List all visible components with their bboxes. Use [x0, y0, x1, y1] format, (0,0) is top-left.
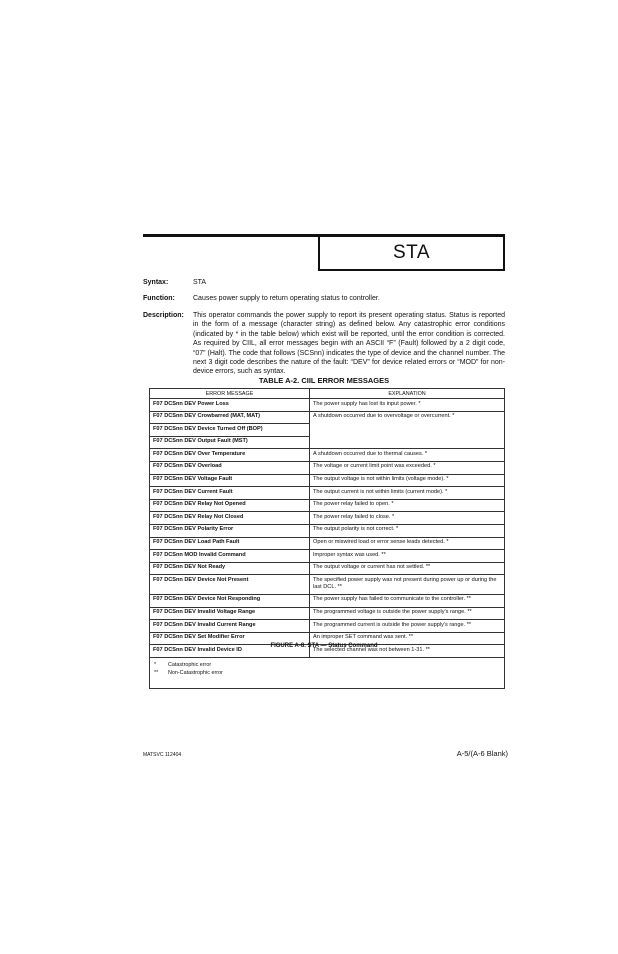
- table-caption: TABLE A-2. CIIL ERROR MESSAGES: [258, 376, 390, 385]
- explanation-cell: Improper syntax was used. **: [310, 550, 505, 563]
- error-message-cell: F07 DCSnn DEV Polarity Error: [150, 524, 310, 537]
- description-label: Description:: [143, 312, 184, 319]
- error-message-cell: F07 DCSnn DEV Current Fault: [150, 487, 310, 500]
- syntax-label: Syntax:: [143, 279, 169, 286]
- note-non-catastrophic: [154, 669, 500, 677]
- explanation-cell: The output voltage or current has not settled. **: [310, 562, 505, 575]
- error-message-cell: F07 DCSnn DEV Device Not Present: [150, 575, 310, 595]
- column-header-error-message: ERROR MESSAGE: [150, 389, 310, 399]
- table-row: [150, 550, 505, 563]
- explanation-cell: The output voltage is not within limits (voltage mode). *: [310, 474, 505, 487]
- table-row: [150, 461, 505, 474]
- function-value: Causes power supply to return operating status to controller.: [193, 295, 380, 302]
- table-row: [150, 449, 505, 462]
- explanation-cell: The power relay failed to close. *: [310, 512, 505, 525]
- explanation-cell: The voltage or current limit point was exceeded. *: [310, 461, 505, 474]
- error-message-cell: F07 DCSnn MOD Invalid Command: [150, 550, 310, 563]
- explanation-cell: An improper SET command was sent. **: [310, 632, 505, 645]
- table-row: [150, 512, 505, 525]
- error-message-cell: F07 DCSnn DEV Relay Not Opened: [150, 499, 310, 512]
- command-title-box: [318, 236, 505, 271]
- error-message-cell: F07 DCSnn DEV Output Fault (MST): [150, 436, 310, 449]
- error-message-cell: F07 DCSnn DEV Invalid Current Range: [150, 620, 310, 633]
- explanation-cell: The output current is not within limits (current mode). *: [310, 487, 505, 500]
- table-row: [150, 562, 505, 575]
- table-row: [150, 411, 505, 424]
- description-value: This operator commands the power supply to report its present operating status. Status is reported in the form of a message (character string) as defined below. Any catastrophic error conditions (indicated by * in the table below) which exist will be reported, until the error condition is corrected. As required by CIIL, all error messages begin with an ASCII “F” (Fault) followed by a 2 digit code, “07” (Halt). The code that follows (SCSnn) indicates the type of device and the channel number. The next 3 digit code describes the nature of the fault: “DEV” for device related errors or “MOD” for non-device errors, such as syntax.: [193, 312, 505, 376]
- table-row: [150, 575, 505, 595]
- error-message-cell: F07 DCSnn DEV Overload: [150, 461, 310, 474]
- explanation-cell: The programmed voltage is outside the power supply's range. **: [310, 607, 505, 620]
- error-message-cell: F07 DCSnn DEV Load Path Fault: [150, 537, 310, 550]
- explanation-cell: A shutdown occurred due to thermal causes. *: [310, 449, 505, 462]
- table-row: [150, 594, 505, 607]
- error-message-cell: F07 DCSnn DEV Relay Not Closed: [150, 512, 310, 525]
- error-message-cell: F07 DCSnn DEV Over Temperature: [150, 449, 310, 462]
- syntax-value: STA: [193, 279, 207, 286]
- note-catastrophic: [154, 661, 500, 669]
- error-message-cell: F07 DCSnn DEV Voltage Fault: [150, 474, 310, 487]
- footer-document-id: MATSVC 112404: [143, 752, 182, 758]
- table-row: [150, 499, 505, 512]
- explanation-cell: The selected channel was not between 1-31. **: [310, 645, 505, 658]
- note-text: Catastrophic error: [168, 661, 212, 668]
- explanation-cell: The output polarity is not correct. *: [310, 524, 505, 537]
- error-message-cell: F07 DCSnn DEV Not Ready: [150, 562, 310, 575]
- function-label: Function:: [143, 295, 175, 302]
- explanation-cell: Open or miswired load or error sense leads detected. *: [310, 537, 505, 550]
- table-row: [150, 474, 505, 487]
- table-row: [150, 620, 505, 633]
- error-message-cell: F07 DCSnn DEV Device Not Responding: [150, 594, 310, 607]
- explanation-cell: The power supply has failed to communicate to the controller. **: [310, 594, 505, 607]
- note-text: Non-Catastrophic error: [168, 669, 223, 676]
- figure-caption: FIGURE A-8. STA — Status Command: [270, 643, 378, 649]
- table-row: [150, 537, 505, 550]
- command-title: STA: [392, 241, 431, 263]
- table-row: [150, 487, 505, 500]
- error-message-cell: F07 DCSnn DEV Crowbarred (MAT, MAT): [150, 411, 310, 424]
- table-row: [150, 524, 505, 537]
- error-message-cell: F07 DCSnn DEV Set Modifier Error: [150, 632, 310, 645]
- table-notes-row: [150, 657, 505, 688]
- column-header-explanation: EXPLANATION: [310, 389, 505, 399]
- explanation-cell: The power relay failed to open. *: [310, 499, 505, 512]
- error-message-cell: F07 DCSnn DEV Device Turned Off (BOP): [150, 424, 310, 437]
- explanation-cell: The specified power supply was not present during power up or during the last DCL. **: [310, 575, 505, 595]
- table-notes: [150, 657, 505, 688]
- explanation-cell: The programmed current is outside the power supply's range. **: [310, 620, 505, 633]
- explanation-cell: A shutdown occurred due to overvoltage or overcurrent. *: [310, 411, 505, 449]
- table-row: [150, 399, 505, 412]
- error-message-cell: F07 DCSnn DEV Power Loss: [150, 399, 310, 412]
- note-mark: **: [154, 669, 159, 676]
- explanation-cell: The power supply has lost its input power. *: [310, 399, 505, 412]
- footer-page-number: A-5/(A-6 Blank): [456, 749, 508, 758]
- note-mark: *: [154, 661, 157, 668]
- error-message-cell: F07 DCSnn DEV Invalid Device ID: [150, 645, 310, 658]
- table-row: [150, 607, 505, 620]
- error-message-cell: F07 DCSnn DEV Invalid Voltage Range: [150, 607, 310, 620]
